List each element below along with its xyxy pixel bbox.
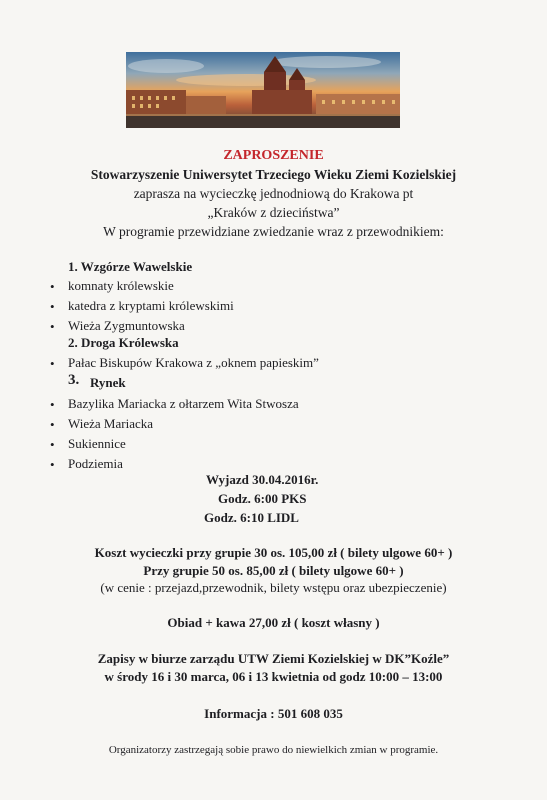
bullet: •	[50, 279, 55, 294]
bullet: •	[50, 417, 55, 432]
krakow-photo	[126, 52, 400, 128]
section-number-rynek: 3.	[68, 372, 80, 388]
list-item: Bazylika Mariacka z ołtarzem Wita Stwosza	[68, 396, 299, 411]
signup-location: Zapisy w biurze zarządu UTW Ziemi Kozielskiej w DK”Koźle”	[97, 651, 450, 666]
program-intro: W programie przewidziane zwiedzanie wraz z przewodnikiem:	[103, 224, 444, 239]
cost-includes: (w cenie : przejazd,przewodnik, bilety wstępu oraz ubezpieczenie)	[100, 580, 447, 595]
section-heading-rynek: Rynek	[90, 375, 126, 390]
signup-dates: w środy 16 i 30 marca, 06 i 13 kwietnia od godz 10:00 – 13:00	[104, 669, 443, 684]
section-heading-wawel: 1. Wzgórze Wawelskie	[68, 259, 193, 274]
section-heading-droga: 2. Droga Królewska	[68, 335, 179, 350]
lunch-cost: Obiad + kawa 27,00 zł ( koszt własny )	[167, 615, 380, 630]
bullet: •	[50, 397, 55, 412]
cost-line-30: Koszt wycieczki przy grupie 30 os. 105,00 zł ( bilety ulgowe 60+ )	[94, 545, 453, 560]
list-item: Podziemia	[68, 456, 123, 471]
departure-time-pks: Godz. 6:00 PKS	[218, 491, 307, 506]
bullet: •	[50, 299, 55, 314]
list-item: Wieża Zygmuntowska	[68, 318, 185, 333]
document-title: ZAPROSZENIE	[223, 148, 324, 163]
list-item: Wieża Mariacka	[68, 416, 154, 431]
contact-phone: Informacja : 501 608 035	[204, 706, 343, 721]
list-item: Pałac Biskupów Krakowa z „oknem papieskim”	[68, 355, 319, 370]
bullet: •	[50, 356, 55, 371]
cost-line-50: Przy grupie 50 os. 85,00 zł ( bilety ulgowe 60+ )	[143, 563, 404, 578]
departure-time-lidl: Godz. 6:10 LIDL	[204, 510, 299, 525]
list-item: katedra z kryptami królewskimi	[68, 298, 234, 313]
bullet: •	[50, 437, 55, 452]
bullet: •	[50, 457, 55, 472]
departure-date: Wyjazd 30.04.2016r.	[206, 472, 319, 487]
list-item: Sukiennice	[68, 436, 126, 451]
bullet: •	[50, 319, 55, 334]
organization-name: Stowarzyszenie Uniwersytet Trzeciego Wieku Ziemi Kozielskiej	[90, 167, 457, 182]
trip-name: „Kraków z dzieciństwa”	[207, 205, 340, 220]
list-item: komnaty królewskie	[68, 278, 174, 293]
invite-line: zaprasza na wycieczkę jednodniową do Krakowa pt	[133, 186, 414, 201]
footer-note: Organizatorzy zastrzegają sobie prawo do niewielkich zmian w programie.	[108, 744, 439, 756]
